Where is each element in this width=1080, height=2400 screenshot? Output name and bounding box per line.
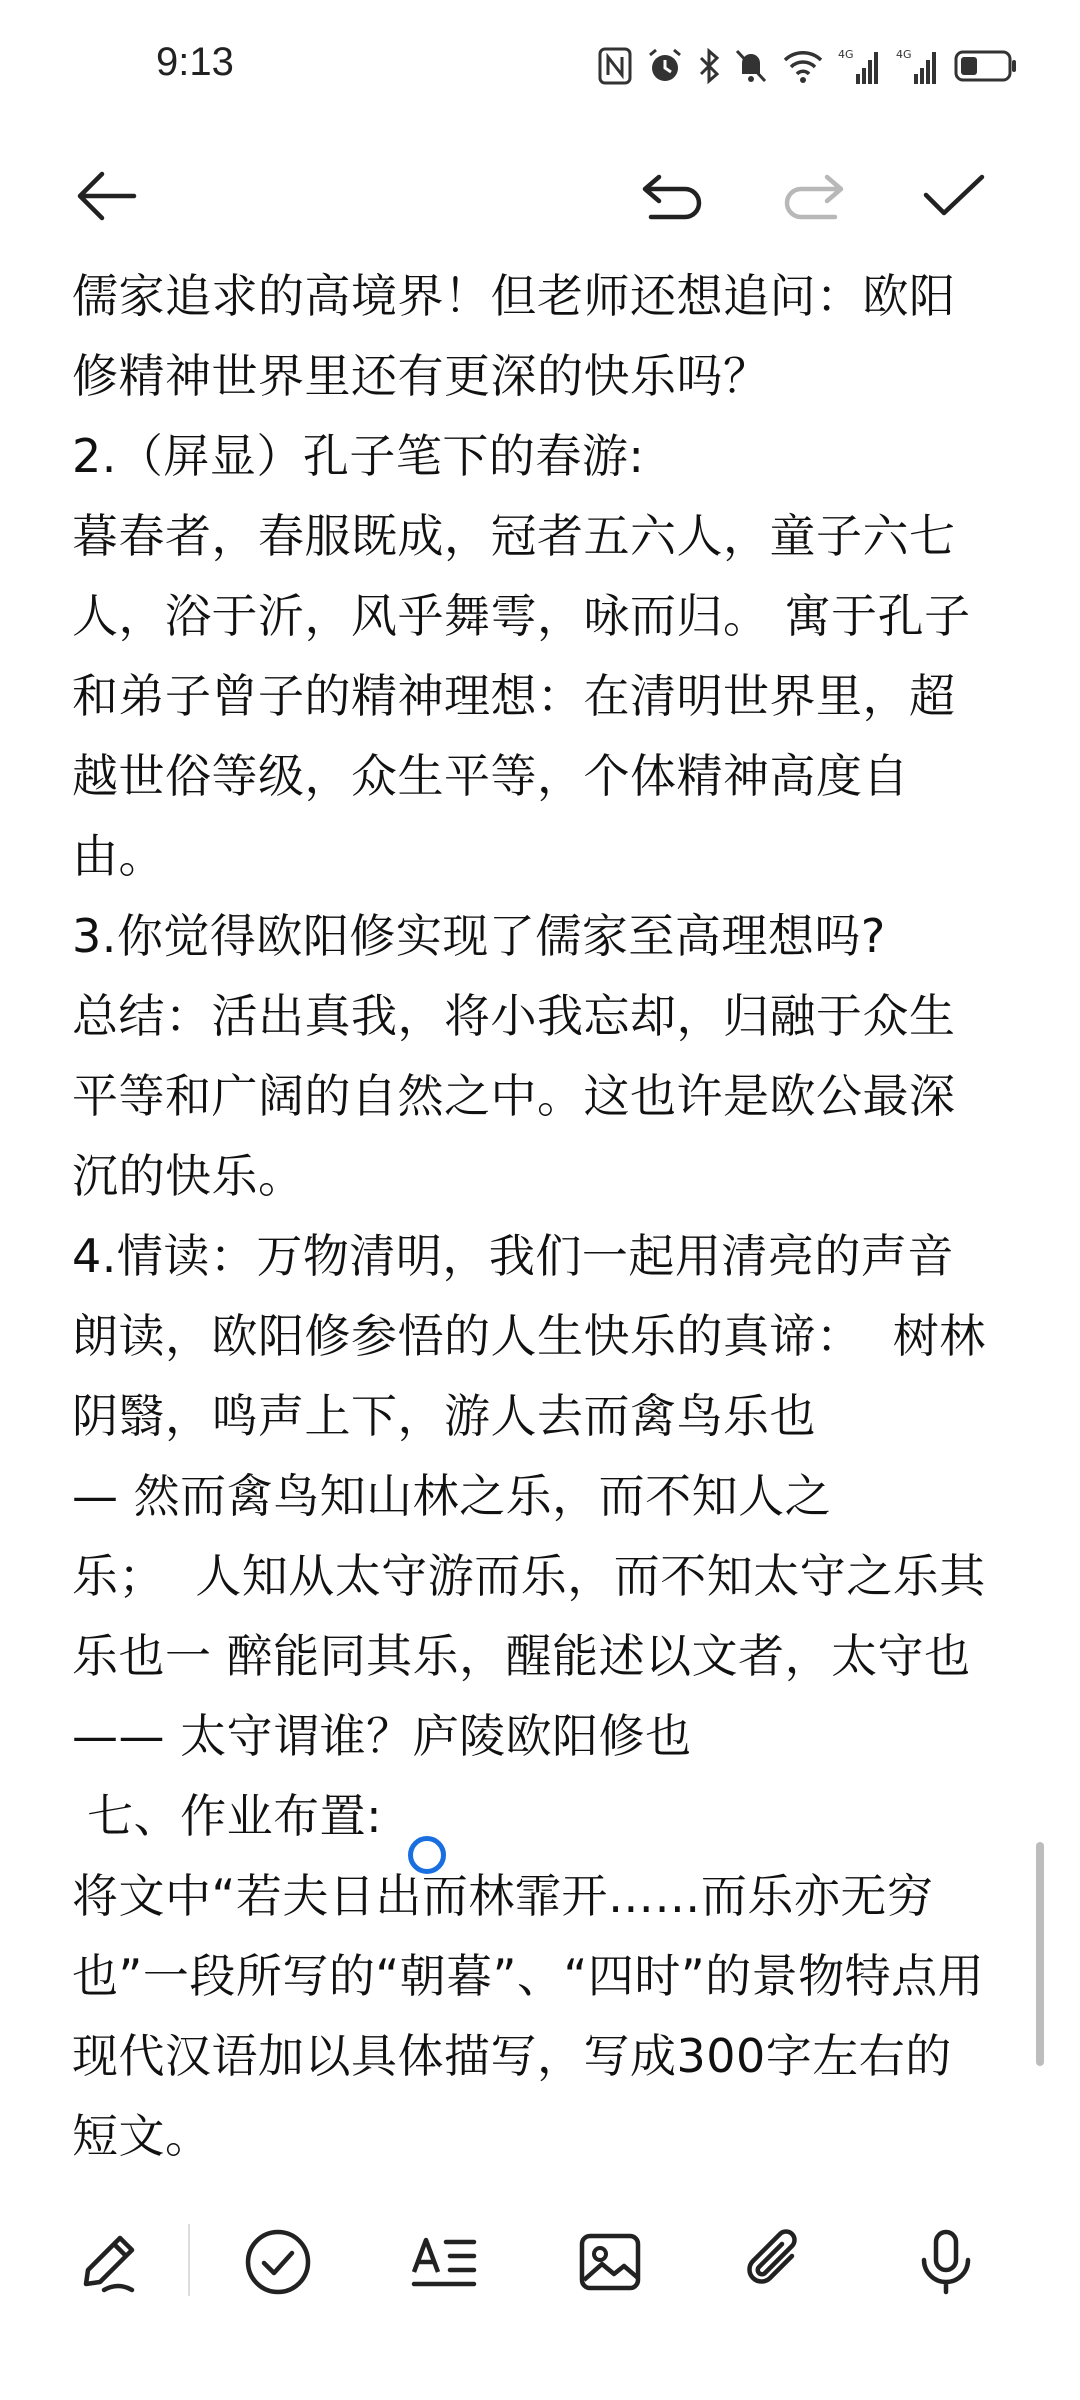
attachment-icon — [740, 2226, 812, 2298]
nfc-icon — [598, 47, 632, 85]
checkmark-icon — [922, 171, 986, 221]
redo-icon — [781, 171, 847, 221]
redo-button[interactable] — [776, 158, 852, 234]
note-body[interactable] — [72, 256, 1001, 2176]
back-arrow-icon — [74, 168, 138, 224]
insert-image-button[interactable] — [562, 2214, 658, 2310]
paragraph: — 然而禽鸟知山林之乐，而不知人之 — [72, 1469, 832, 1523]
paragraph: —— 太守谓谁？庐陵欧阳修也 — [72, 1709, 692, 1763]
text-format-button[interactable] — [396, 2214, 492, 2310]
text-format-icon — [408, 2226, 480, 2298]
signal-icon — [838, 46, 882, 86]
undo-icon — [639, 171, 705, 221]
undo-button[interactable] — [634, 158, 710, 234]
attachment-button[interactable] — [728, 2214, 824, 2310]
status-time: 9:13 — [156, 40, 234, 84]
image-icon — [574, 2226, 646, 2298]
back-button[interactable] — [68, 158, 144, 234]
scrollbar[interactable] — [1036, 1842, 1044, 2066]
handwriting-button[interactable] — [62, 2214, 158, 2310]
battery-icon — [954, 49, 1018, 83]
text-cursor-handle[interactable] — [408, 1836, 446, 1874]
status-icons — [598, 44, 1018, 88]
checklist-button[interactable] — [230, 2214, 326, 2310]
wifi-icon — [782, 48, 824, 84]
paragraph: 暮春者，春服既成，冠者五六人，童子六七人，浴于沂，风乎舞雩，咏而归。 寓于孔子和弟子曾子的精神理想：在清明世界里，超越世俗等级，众生平等，个体精神高度自由。 — [72, 509, 971, 883]
paragraph: 儒家追求的高境界！但老师还想追问：欧阳修精神世界里还有更深的快乐吗？ — [72, 269, 956, 403]
paragraph: 总结：活出真我，将小我忘却，归融于众生平等和广阔的自然之中。这也许是欧公最深沉的快乐。 — [72, 989, 956, 1203]
alarm-icon — [646, 47, 684, 85]
bottom-toolbar — [0, 2196, 1080, 2326]
paragraph: 2.（屏显）孔子笔下的春游: — [72, 429, 645, 483]
paragraph: 乐； 人知从太守游而乐，而不知太守之乐其乐也一 醉能同其乐，醒能述以文者，太守也 — [72, 1549, 986, 1683]
microphone-icon — [910, 2226, 982, 2298]
checkbox-icon — [242, 2226, 314, 2298]
editor-toolbar — [0, 132, 1080, 256]
done-button[interactable] — [916, 158, 992, 234]
signal-icon — [896, 46, 940, 86]
bluetooth-icon — [698, 47, 720, 85]
mute-icon — [734, 47, 768, 85]
section-heading: 七、作业布置: — [72, 1789, 383, 1843]
paragraph: 将文中“若夫日出而林霏开……而乐亦无穷也”一段所写的“朝暮”、“四时”的景物特点用现代汉语加以具体描写，写成300字左右的短文。 — [72, 1869, 985, 2163]
svg-text:4G: 4G — [896, 48, 912, 61]
paragraph: 4.情读：万物清明，我们一起用清亮的声音朗读，欧阳修参悟的人生快乐的真谛： 树林 阴翳，鸣声上下，游人去而禽鸟乐也 — [72, 1229, 1001, 1443]
voice-input-button[interactable] — [898, 2214, 994, 2310]
paragraph: 3.你觉得欧阳修实现了儒家至高理想吗? — [72, 909, 886, 963]
svg-text:4G: 4G — [838, 48, 854, 61]
status-bar — [0, 0, 1080, 132]
pen-icon — [74, 2226, 146, 2298]
toolbar-divider — [188, 2224, 190, 2296]
